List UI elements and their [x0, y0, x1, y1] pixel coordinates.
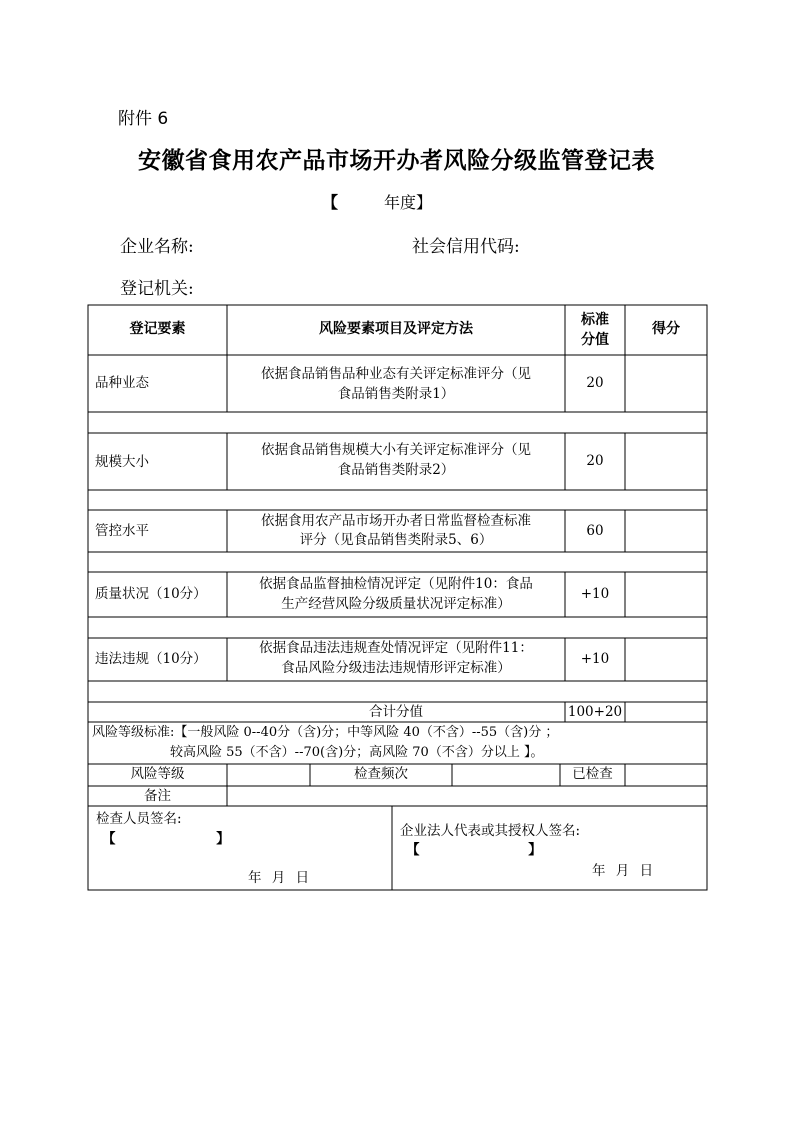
registration-authority-label: 登记机关:	[120, 279, 194, 299]
enterprise-name-label: 企业名称:	[120, 237, 194, 257]
legal-rep-date: 年 月 日	[592, 863, 654, 879]
total-label: 合计分值	[369, 704, 423, 720]
header-standard-line1: 标准	[581, 312, 609, 328]
legal-rep-bracket: 【 】	[406, 842, 542, 858]
remarks-label: 备注	[144, 788, 171, 804]
header-standard-line2: 分值	[581, 332, 609, 348]
row-method-line2: 食品销售类附录1）	[337, 386, 455, 402]
legal-rep-sign-label: 企业法人代表或其授权人签名:	[400, 823, 581, 839]
row-method-line2: 食品销售类附录2）	[337, 462, 455, 478]
row-method-line1: 依据食品违法违规查处情况评定（见附件11：	[259, 640, 533, 656]
row-method-line2: 食品风险分级违法违规情形评定标准）	[281, 660, 511, 676]
row-method-line1: 依据食品销售规模大小有关评定标准评分（见	[261, 442, 531, 458]
row-standard: 60	[586, 523, 604, 539]
header-element: 登记要素	[129, 321, 186, 337]
inspector-sign-label: 检查人员签名:	[96, 811, 182, 827]
risk-standard-line2: 较高风险 55（不含）--70(含)分；高风险 70（不含）分以上 】。	[170, 745, 544, 760]
row-standard: +10	[580, 586, 610, 602]
inspection-frequency-label: 检查频次	[354, 766, 408, 782]
header-score: 得分	[652, 321, 680, 337]
row-method-line1: 依据食品监督抽检情况评定（见附件10：食品	[259, 576, 533, 592]
row-standard: 20	[586, 375, 604, 391]
year-text: 年度】	[384, 193, 433, 212]
row-element: 品种业态	[95, 375, 149, 391]
inspector-date: 年 月 日	[248, 870, 310, 886]
row-element: 质量状况（10分）	[95, 586, 207, 602]
checked-label: 已检查	[572, 766, 613, 782]
row-method-line2: 生产经营风险分级质量状况评定标准）	[281, 596, 511, 612]
attachment-label: 附件 6	[118, 109, 169, 129]
row-element: 管控水平	[95, 523, 149, 539]
row-standard: +10	[580, 651, 610, 667]
total-value: 100+20	[567, 704, 623, 720]
row-method-line1: 依据食用农产品市场开办者日常监督检查标准	[261, 513, 531, 529]
inspector-bracket: 【 】	[102, 831, 230, 847]
row-element: 规模大小	[95, 454, 149, 470]
year-bracket-open: 【	[322, 193, 339, 212]
credit-code-label: 社会信用代码:	[412, 237, 520, 257]
row-element: 违法违规（10分）	[95, 651, 207, 667]
row-standard: 20	[586, 453, 604, 469]
row-method-line2: 评分（见食品销售类附录5、6）	[299, 532, 493, 548]
risk-standard-line1: 风险等级标准:【一般风险 0--40分（含)分；中等风险 40（不含）--55（含)分 ；	[92, 725, 559, 740]
header-method: 风险要素项目及评定方法	[319, 321, 473, 337]
row-method-line1: 依据食品销售品种业态有关评定标准评分（见	[261, 366, 531, 382]
page-title: 安徽省食用农产品市场开办者风险分级监管登记表	[138, 148, 655, 174]
risk-level-label: 风险等级	[130, 766, 185, 782]
